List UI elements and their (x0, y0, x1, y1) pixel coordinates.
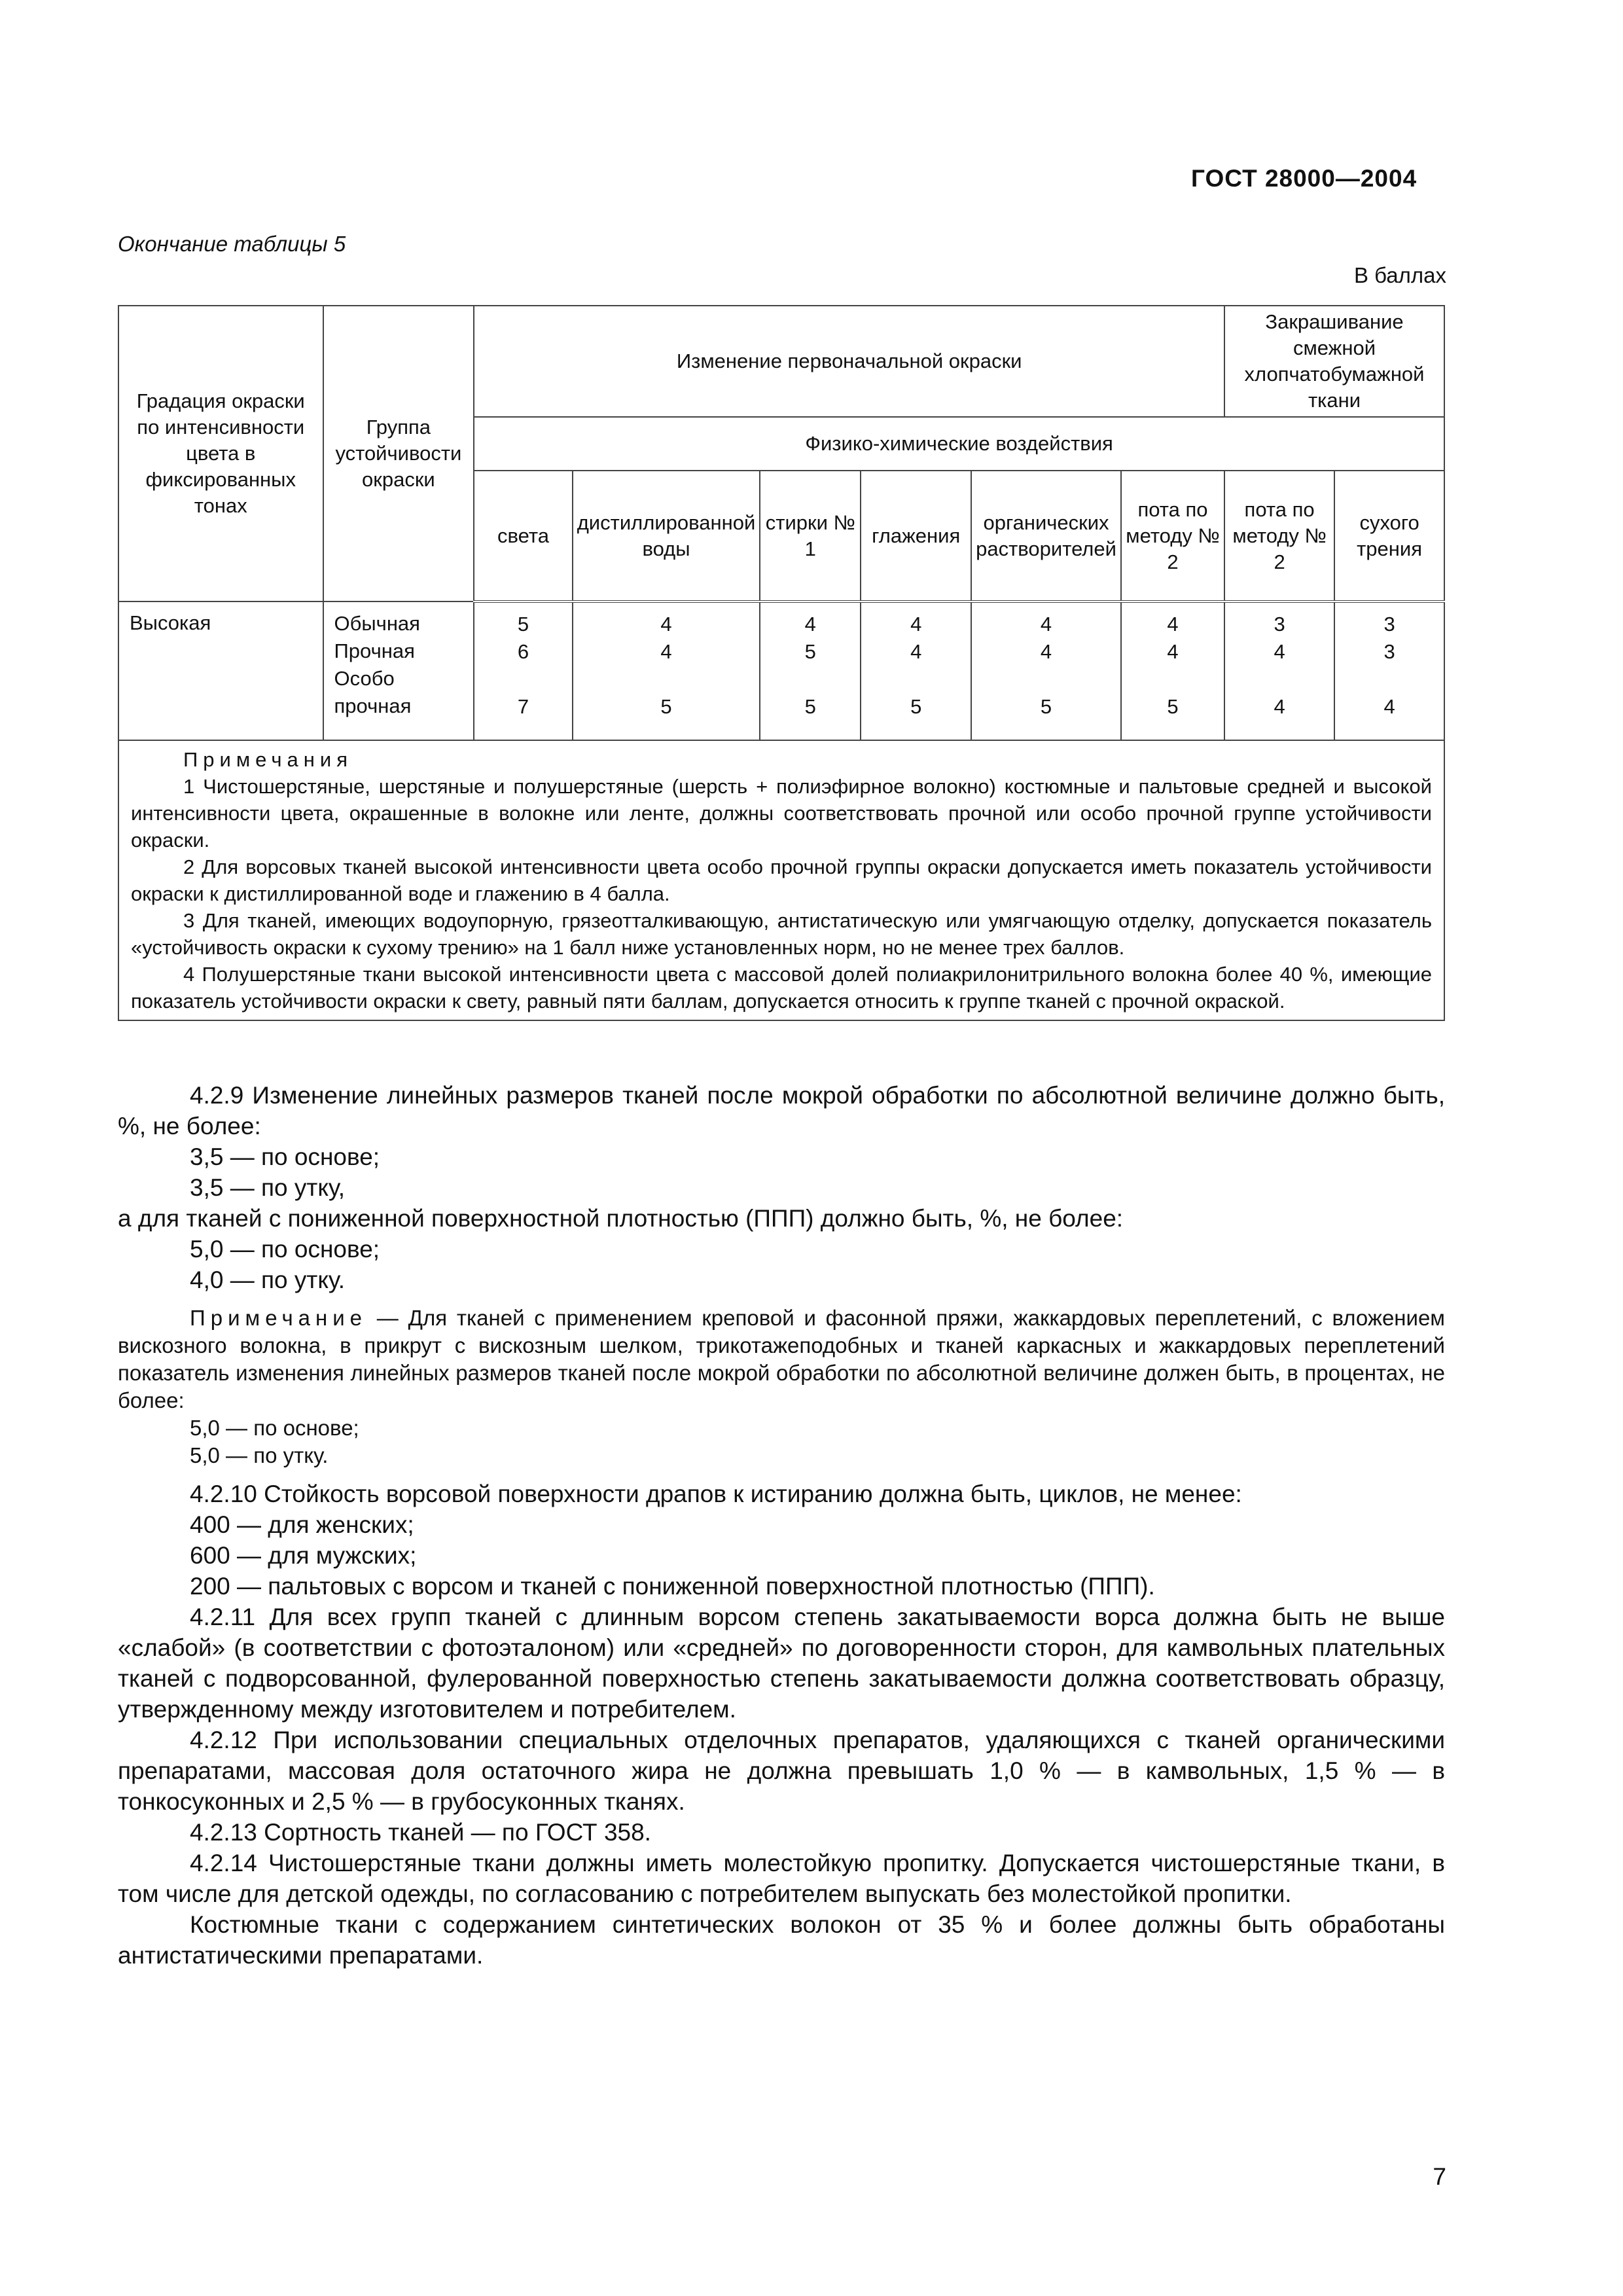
header-staining: Закрашивание смежной хлопчатобумажной ткани (1224, 306, 1444, 417)
list-item: 400 — для женских; (190, 1511, 414, 1538)
list-item: 5,0 — по основе; (190, 1236, 380, 1263)
col-header-dry-rubbing: сухого трения (1334, 471, 1444, 601)
value-cell: 4 (1274, 695, 1285, 718)
value-cell (864, 666, 968, 693)
list-item: 3,5 — по основе; (190, 1143, 380, 1170)
body-text (118, 1080, 1445, 1971)
values-ironing (861, 601, 971, 740)
value-cell: 5 (804, 640, 816, 663)
values-solvents (971, 601, 1121, 740)
value-cell: 4 (910, 613, 922, 636)
col-header-sweat-staining: пота по методу № 2 (1224, 471, 1334, 601)
notes-title: Примечания (183, 748, 353, 771)
list-item: 600 — для мужских; (190, 1542, 417, 1569)
value-cell: 5 (660, 695, 672, 718)
value-cell (974, 666, 1118, 693)
values-distilled-water (573, 601, 760, 740)
value-cell: 4 (910, 640, 922, 663)
list-item: 5,0 — по основе; (190, 1416, 359, 1440)
list-item: 4,0 — по утку. (190, 1266, 346, 1293)
values-washing (760, 601, 861, 740)
list-item: 3,5 — по утку, (190, 1174, 346, 1201)
clause-4-2-14-continuation: Костюмные ткани с содержанием синтетических волокон от 35 % и более должны быть обработаны антистатическими препаратами. (118, 1911, 1445, 1969)
value-cell (1338, 666, 1441, 693)
table-units: В баллах (1353, 263, 1446, 287)
value-cell: 3 (1383, 613, 1395, 636)
value-cell (1124, 666, 1221, 693)
values-dry-rubbing (1334, 601, 1444, 740)
header-group: Группа устойчивости окраски (323, 306, 474, 601)
note-item: 3 Для тканей, имеющих водоупорную, грязеотталкивающую, антистатическую или умягчающую отделку, допускается показатель «устойчивость окраски к сухому трению» на 1 балл ниже установленных норм, но не менее трех баллов. (131, 909, 1432, 959)
row-gradation: Высокая (118, 601, 323, 740)
values-light (474, 601, 572, 740)
clause-note (118, 1304, 1445, 1414)
note-text: — Для тканей с применением креповой и фасонной пряжи, жаккардовых переплетений, с вложением вискозного волокна, в прикрут с вискозным шелком, трикотажеподобных и тканей каркасных и жаккардовых переплетений показатель изменения линейных размеров тканей после мокрой обработки по абсолютной величине должен быть, в процентах, не более: (118, 1306, 1445, 1412)
col-header-solvents: органических растворителей (971, 471, 1121, 601)
document-code: ГОСТ 28000—2004 (1191, 165, 1418, 192)
value-cell: 4 (1383, 695, 1395, 718)
group-label: Прочная (334, 639, 415, 662)
value-cell: 4 (660, 640, 672, 663)
value-cell: 6 (517, 640, 529, 663)
row-groups (323, 601, 474, 740)
value-cell: 4 (1040, 613, 1052, 636)
values-sweat-staining (1224, 601, 1334, 740)
value-cell: 4 (660, 613, 672, 636)
list-item: 200 — пальтовых с ворсом и тканей с пониженной поверхностной плотностью (ППП). (190, 1573, 1155, 1600)
value-cell: 5 (804, 695, 816, 718)
clause-4-2-12: 4.2.12 При использовании специальных отделочных препаратов, удаляющихся с тканей органическими препаратами, массовая доля остаточного жира не должна превышать 1,0 % — в камвольных, 1,5 % — в тонкосуконных и 2,5 % — в грубосуконных тканях. (118, 1727, 1445, 1815)
header-physchem: Физико-химические воздействия (474, 417, 1444, 471)
value-cell: 5 (517, 613, 529, 636)
col-header-distilled-water: дистиллированной воды (573, 471, 760, 601)
col-header-sweat: пота по методу № 2 (1121, 471, 1224, 601)
table-row (118, 601, 1444, 740)
group-label: Особо (334, 667, 395, 690)
group-label: прочная (334, 694, 412, 717)
value-cell (763, 666, 857, 693)
col-header-light: света (474, 471, 572, 601)
col-header-ironing: глажения (861, 471, 971, 601)
value-cell (1228, 666, 1331, 693)
clause-4-2-11: 4.2.11 Для всех групп тканей с длинным ворсом степень закатываемости ворса должна быть не выше «слабой» (в соответствии с фотоэталоном) или «средней» по договоренности сторон, для камвольных плательных тканей с подворсованной, фулерованной поверхностью степень закатываемости должна соответствовать образцу, утвержденному между изготовителем и потребителем. (118, 1604, 1445, 1723)
value-cell: 4 (1040, 640, 1052, 663)
group-label: Обычная (334, 612, 420, 635)
colorfastness-table (118, 305, 1445, 1021)
value-cell: 7 (517, 695, 529, 718)
clause-4-2-9: 4.2.9 Изменение линейных размеров тканей после мокрой обработки по абсолютной величине должно быть, %, не более: (118, 1082, 1445, 1139)
list-item: 5,0 — по утку. (190, 1443, 329, 1467)
clause-4-2-13: 4.2.13 Сортность тканей — по ГОСТ 358. (190, 1819, 651, 1846)
note-item: 1 Чистошерстяные, шерстяные и полушерстяные (шерсть + полиэфирное волокно) костюмные и пальтовые средней и высокой интенсивности цвета, окрашенные в волокне или ленте, должны соответствовать прочной или особо прочной группе устойчивости окраски. (131, 775, 1432, 852)
page-number: 7 (1433, 2163, 1446, 2190)
values-sweat (1121, 601, 1224, 740)
value-cell: 5 (1167, 695, 1179, 718)
col-header-washing: стирки № 1 (760, 471, 861, 601)
value-cell: 4 (804, 613, 816, 636)
value-cell (477, 666, 569, 693)
note-item: 2 Для ворсовых тканей высокой интенсивности цвета особо прочной группы окраски допускается иметь показатель устойчивости окраски к дистиллированной воде и глажению в 4 балла. (131, 855, 1432, 905)
table-notes (118, 740, 1444, 1020)
clause-4-2-14: 4.2.14 Чистошерстяные ткани должны иметь молестойкую пропитку. Допускается чистошерстяные ткани, в том числе для детской одежды, по согласованию с потребителем выпускать без молестойкой пропитки. (118, 1850, 1445, 1907)
value-cell: 4 (1274, 640, 1285, 663)
value-cell: 5 (910, 695, 922, 718)
value-cell: 5 (1040, 695, 1052, 718)
value-cell: 4 (1167, 640, 1179, 663)
header-change: Изменение первоначальной окраски (474, 306, 1224, 417)
value-cell: 3 (1274, 613, 1285, 636)
value-cell (576, 666, 757, 693)
table-caption: Окончание таблицы 5 (118, 232, 346, 256)
value-cell: 4 (1167, 613, 1179, 636)
clause-4-2-10: 4.2.10 Стойкость ворсовой поверхности драпов к истиранию должна быть, циклов, не менее: (190, 1480, 1242, 1507)
value-cell: 3 (1383, 640, 1395, 663)
clause-4-2-9-continuation: а для тканей с пониженной поверхностной плотностью (ППП) должно быть, %, не более: (118, 1205, 1124, 1232)
header-gradation: Градация окраски по интенсивности цвета в фиксированных тонах (118, 306, 323, 601)
note-label: Примечание (190, 1306, 368, 1330)
note-item: 4 Полушерстяные ткани высокой интенсивности цвета с массовой долей полиакрилонитрильного волокна более 40 %, имеющие показатель устойчивости окраски к свету, равный пяти баллам, допускается относить к группе тканей с прочной окраской. (131, 963, 1432, 1013)
